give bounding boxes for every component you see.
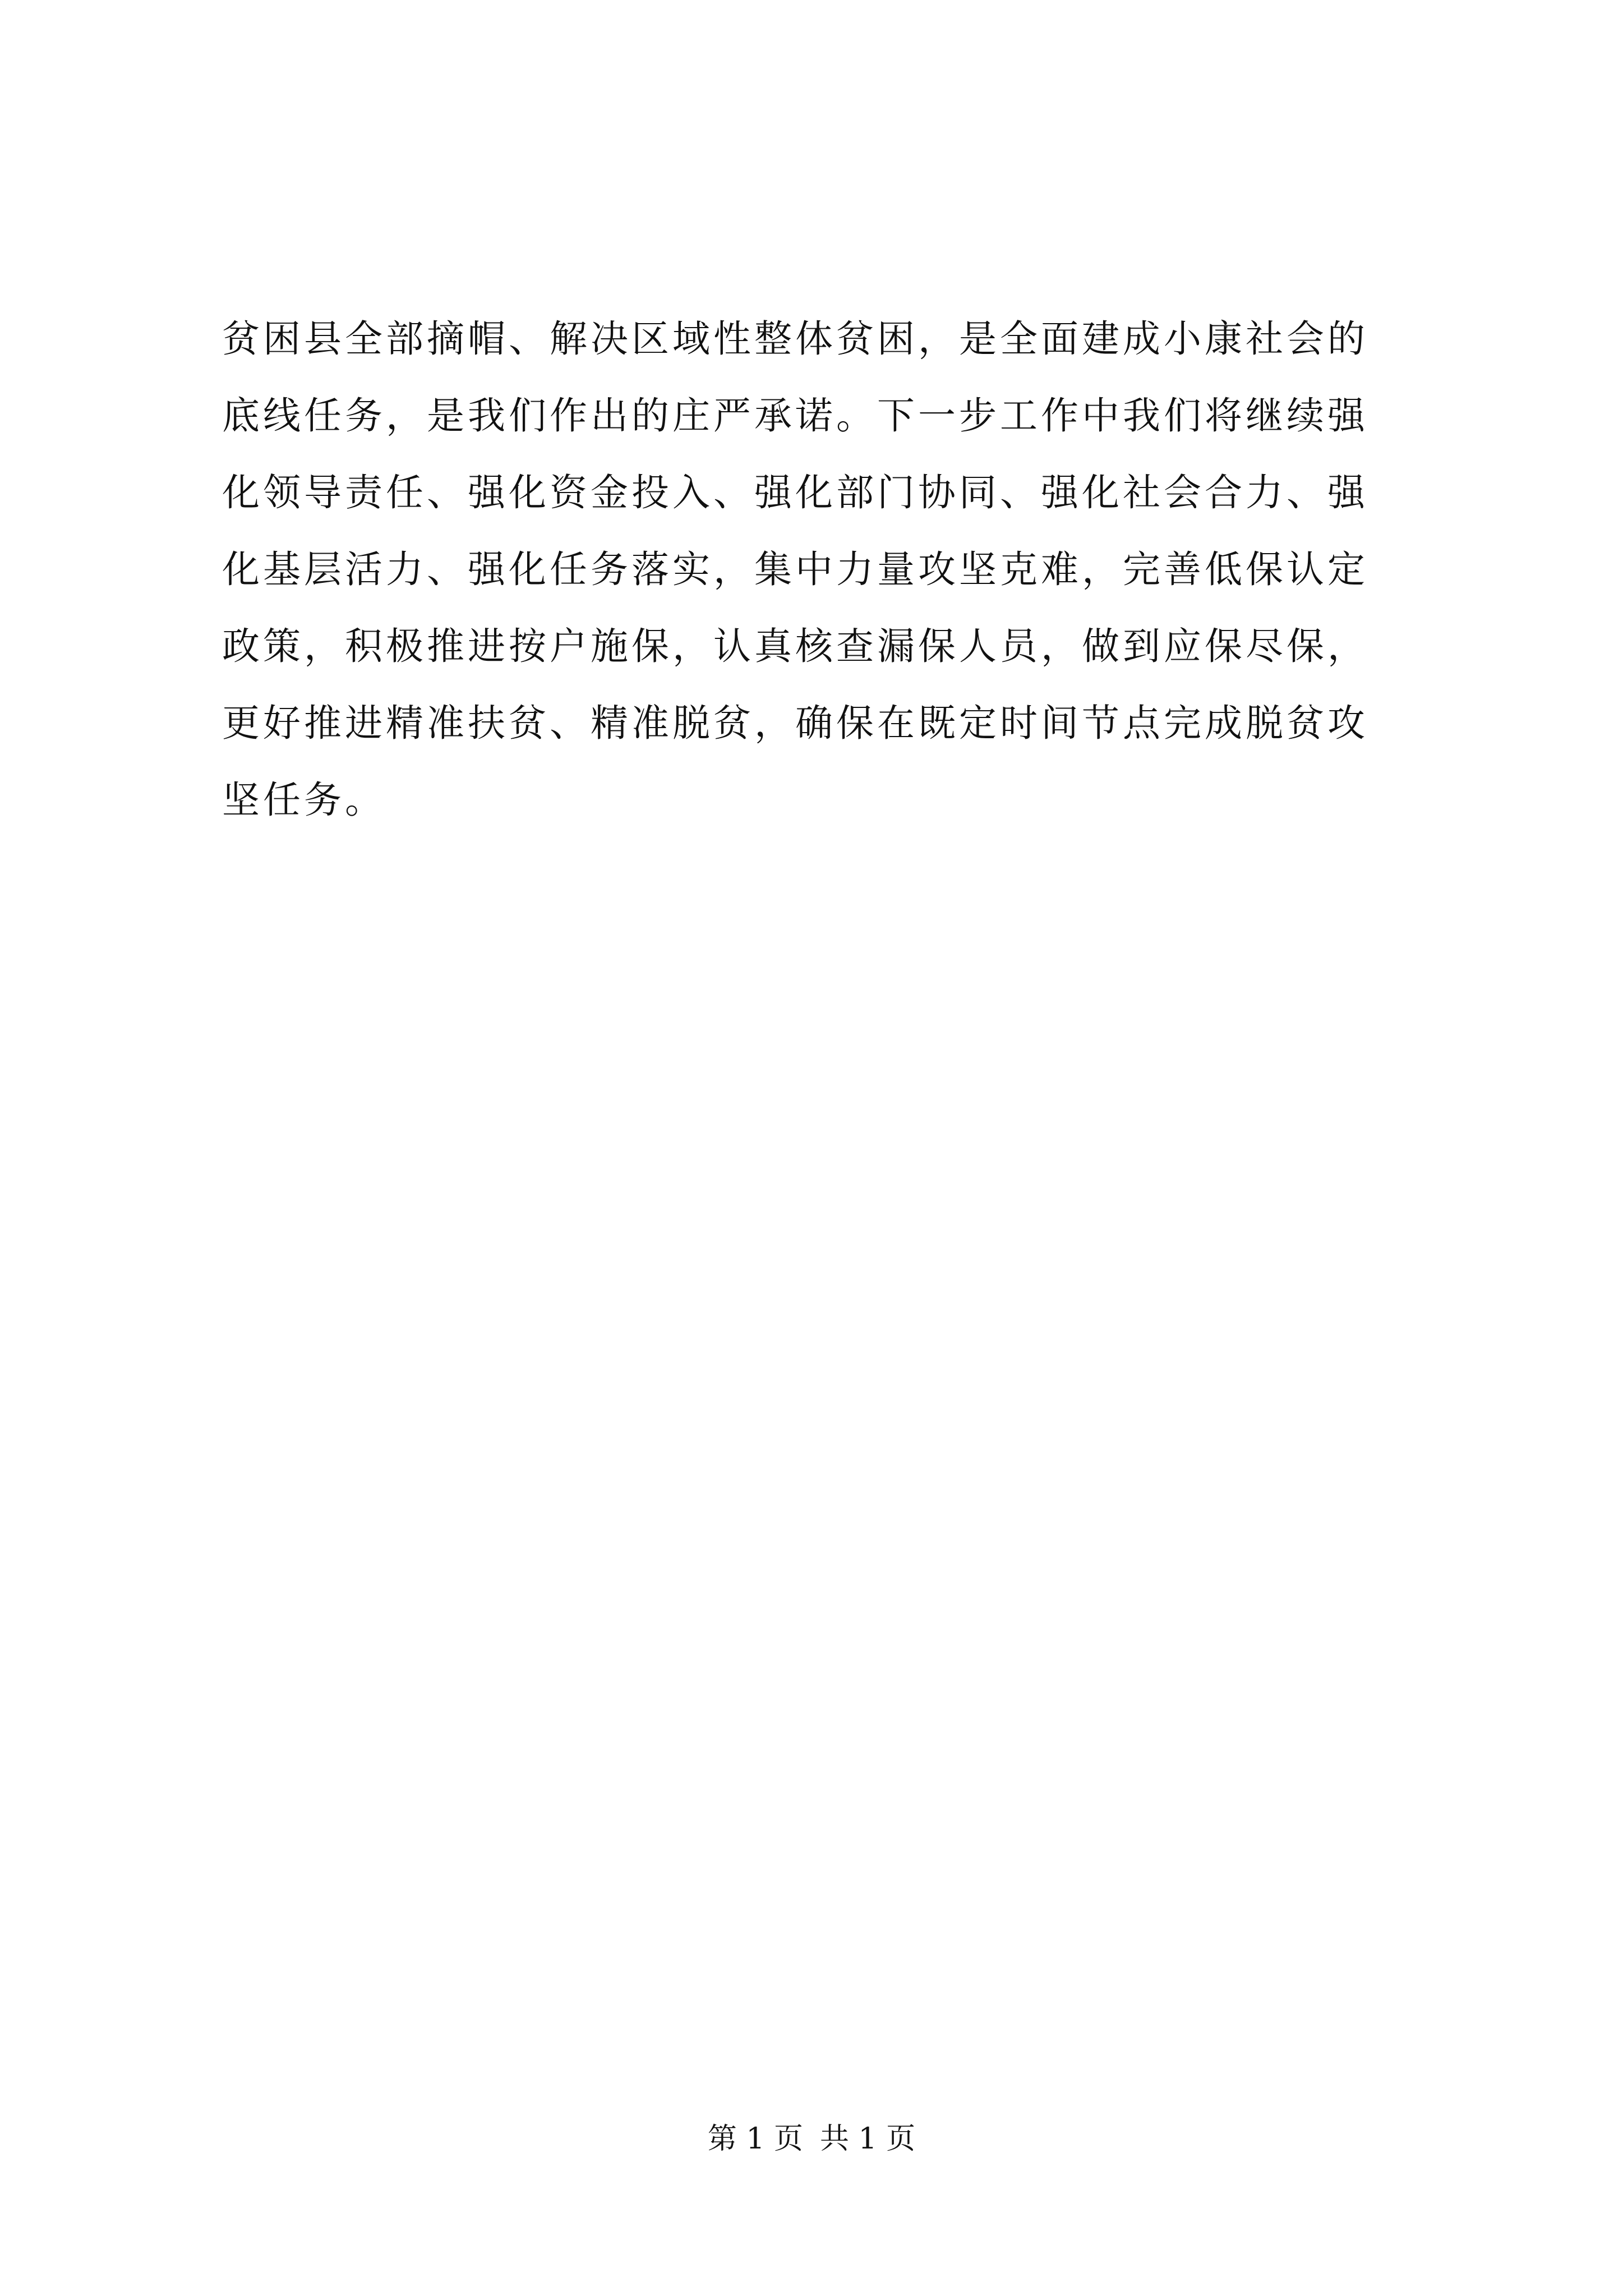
paragraph-line: 化领导责任、强化资金投入、强化部门协同、强化社会合力、强 bbox=[222, 471, 1368, 514]
paragraph-line: 坚任务。 bbox=[222, 778, 386, 822]
paragraph-line: 政策，积极推进按户施保，认真核查漏保人员，做到应保尽保， bbox=[222, 624, 1368, 668]
paragraph-line: 底线任务，是我们作出的庄严承诺。下一步工作中我们将继续强 bbox=[222, 394, 1368, 438]
paragraph-line: 化基层活力、强化任务落实，集中力量攻坚克难，完善低保认定 bbox=[222, 547, 1368, 591]
page-number: 第 1 页 bbox=[707, 2122, 803, 2156]
paragraph-line: 更好推进精准扶贫、精准脱贫，确保在既定时间节点完成脱贫攻 bbox=[222, 701, 1368, 745]
page-total: 共 1 页 bbox=[820, 2122, 916, 2156]
body-paragraph bbox=[222, 301, 1428, 839]
page-footer bbox=[0, 2115, 1623, 2157]
paragraph-line: 贫困县全部摘帽、解决区域性整体贫困，是全面建成小康社会的 bbox=[222, 317, 1368, 361]
